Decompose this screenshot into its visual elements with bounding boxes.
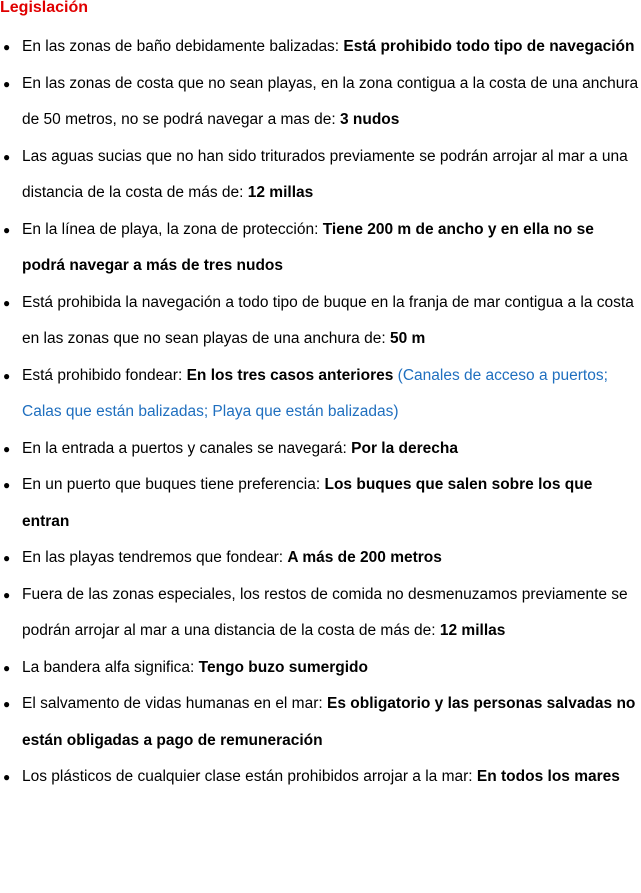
item-answer: En los tres casos anteriores: [186, 366, 394, 384]
item-text: Está prohibida la navegación a todo tipo de buque en la franja de mar contigua a la costa en las zonas que no sean playas de una anchura de:: [22, 293, 634, 347]
item-answer: Está prohibido todo tipo de navegación: [343, 38, 635, 55]
item-answer: Tengo buzo sumergido: [198, 658, 368, 676]
bullet-icon: ●: [3, 770, 11, 784]
item-text: La bandera alfa significa:: [22, 658, 199, 676]
list-item: [0, 358, 641, 431]
bullet-icon: ●: [3, 551, 11, 565]
list-item: [0, 29, 641, 66]
item-text: El salvamento de vidas humanas en el mar:: [22, 695, 327, 712]
item-text: Los plásticos de cualquier clase están prohibidos arrojar a la mar:: [22, 768, 477, 785]
item-answer: 12 millas: [439, 622, 506, 639]
legislation-list: [0, 29, 641, 796]
item-text: En las zonas de baño debidamente balizadas:: [22, 38, 344, 55]
list-item: [0, 285, 641, 358]
list-item: [0, 577, 641, 650]
list-item: [0, 759, 641, 796]
bullet-icon: ●: [3, 441, 11, 456]
bullet-icon: ●: [3, 478, 11, 492]
list-item: [0, 139, 641, 212]
item-answer: A más de 200 metros: [287, 549, 442, 566]
item-answer: 12 millas: [247, 184, 314, 201]
item-text: En las zonas de costa que no sean playas, en la zona contigua a la costa de una anchura de 50 metros, no se podrá navegar a mas de:: [22, 74, 639, 128]
bullet-icon: ●: [3, 222, 11, 237]
bullet-icon: ●: [3, 368, 11, 383]
item-text: Está prohibido fondear:: [22, 366, 187, 384]
item-answer: Tiene 200 m de ancho y en ella no se podrá navegar a más de tres nudos: [22, 220, 594, 274]
list-item: [0, 650, 641, 687]
bullet-icon: ●: [3, 149, 11, 164]
item-text: Las aguas sucias que no han sido triturados previamente se podrán arrojar al mar a una distancia de la costa de más de:: [22, 147, 628, 201]
bullet-icon: ●: [3, 76, 11, 91]
list-item: [0, 66, 641, 139]
bullet-icon: ●: [3, 295, 11, 310]
item-text: En un puerto que buques tiene preferencia:: [22, 476, 325, 493]
item-answer: Es obligatorio y las personas salvadas no están obligadas a pago de remuneración: [22, 695, 636, 749]
bullet-icon: ●: [3, 697, 11, 711]
section-heading: Legislación: [0, 0, 89, 16]
item-answer: Los buques que salen sobre los que entran: [22, 476, 593, 530]
item-answer: 50 m: [389, 330, 426, 347]
list-item: [0, 431, 641, 468]
item-text: Fuera de las zonas especiales, los restos de comida no desmenuzamos previamente se podrán arrojar al mar a una distancia de la costa de más de:: [22, 585, 628, 639]
list-item: [0, 212, 641, 285]
bullet-icon: ●: [3, 40, 11, 54]
list-item: [0, 686, 641, 759]
item-answer: Por la derecha: [351, 439, 458, 457]
item-answer: 3 nudos: [339, 111, 400, 128]
item-text: En la línea de playa, la zona de protección:: [22, 220, 323, 238]
list-item: [0, 540, 641, 577]
item-answer: En todos los mares: [476, 768, 620, 785]
list-item: [0, 467, 641, 540]
bullet-icon: ●: [3, 660, 11, 675]
item-text: En la entrada a puertos y canales se navegará:: [22, 439, 352, 457]
item-text: En las playas tendremos que fondear:: [22, 549, 288, 566]
bullet-icon: ●: [3, 587, 11, 602]
item-note: (Canales de acceso a puertos; Calas que están balizadas; Playa que están balizadas): [22, 366, 608, 420]
